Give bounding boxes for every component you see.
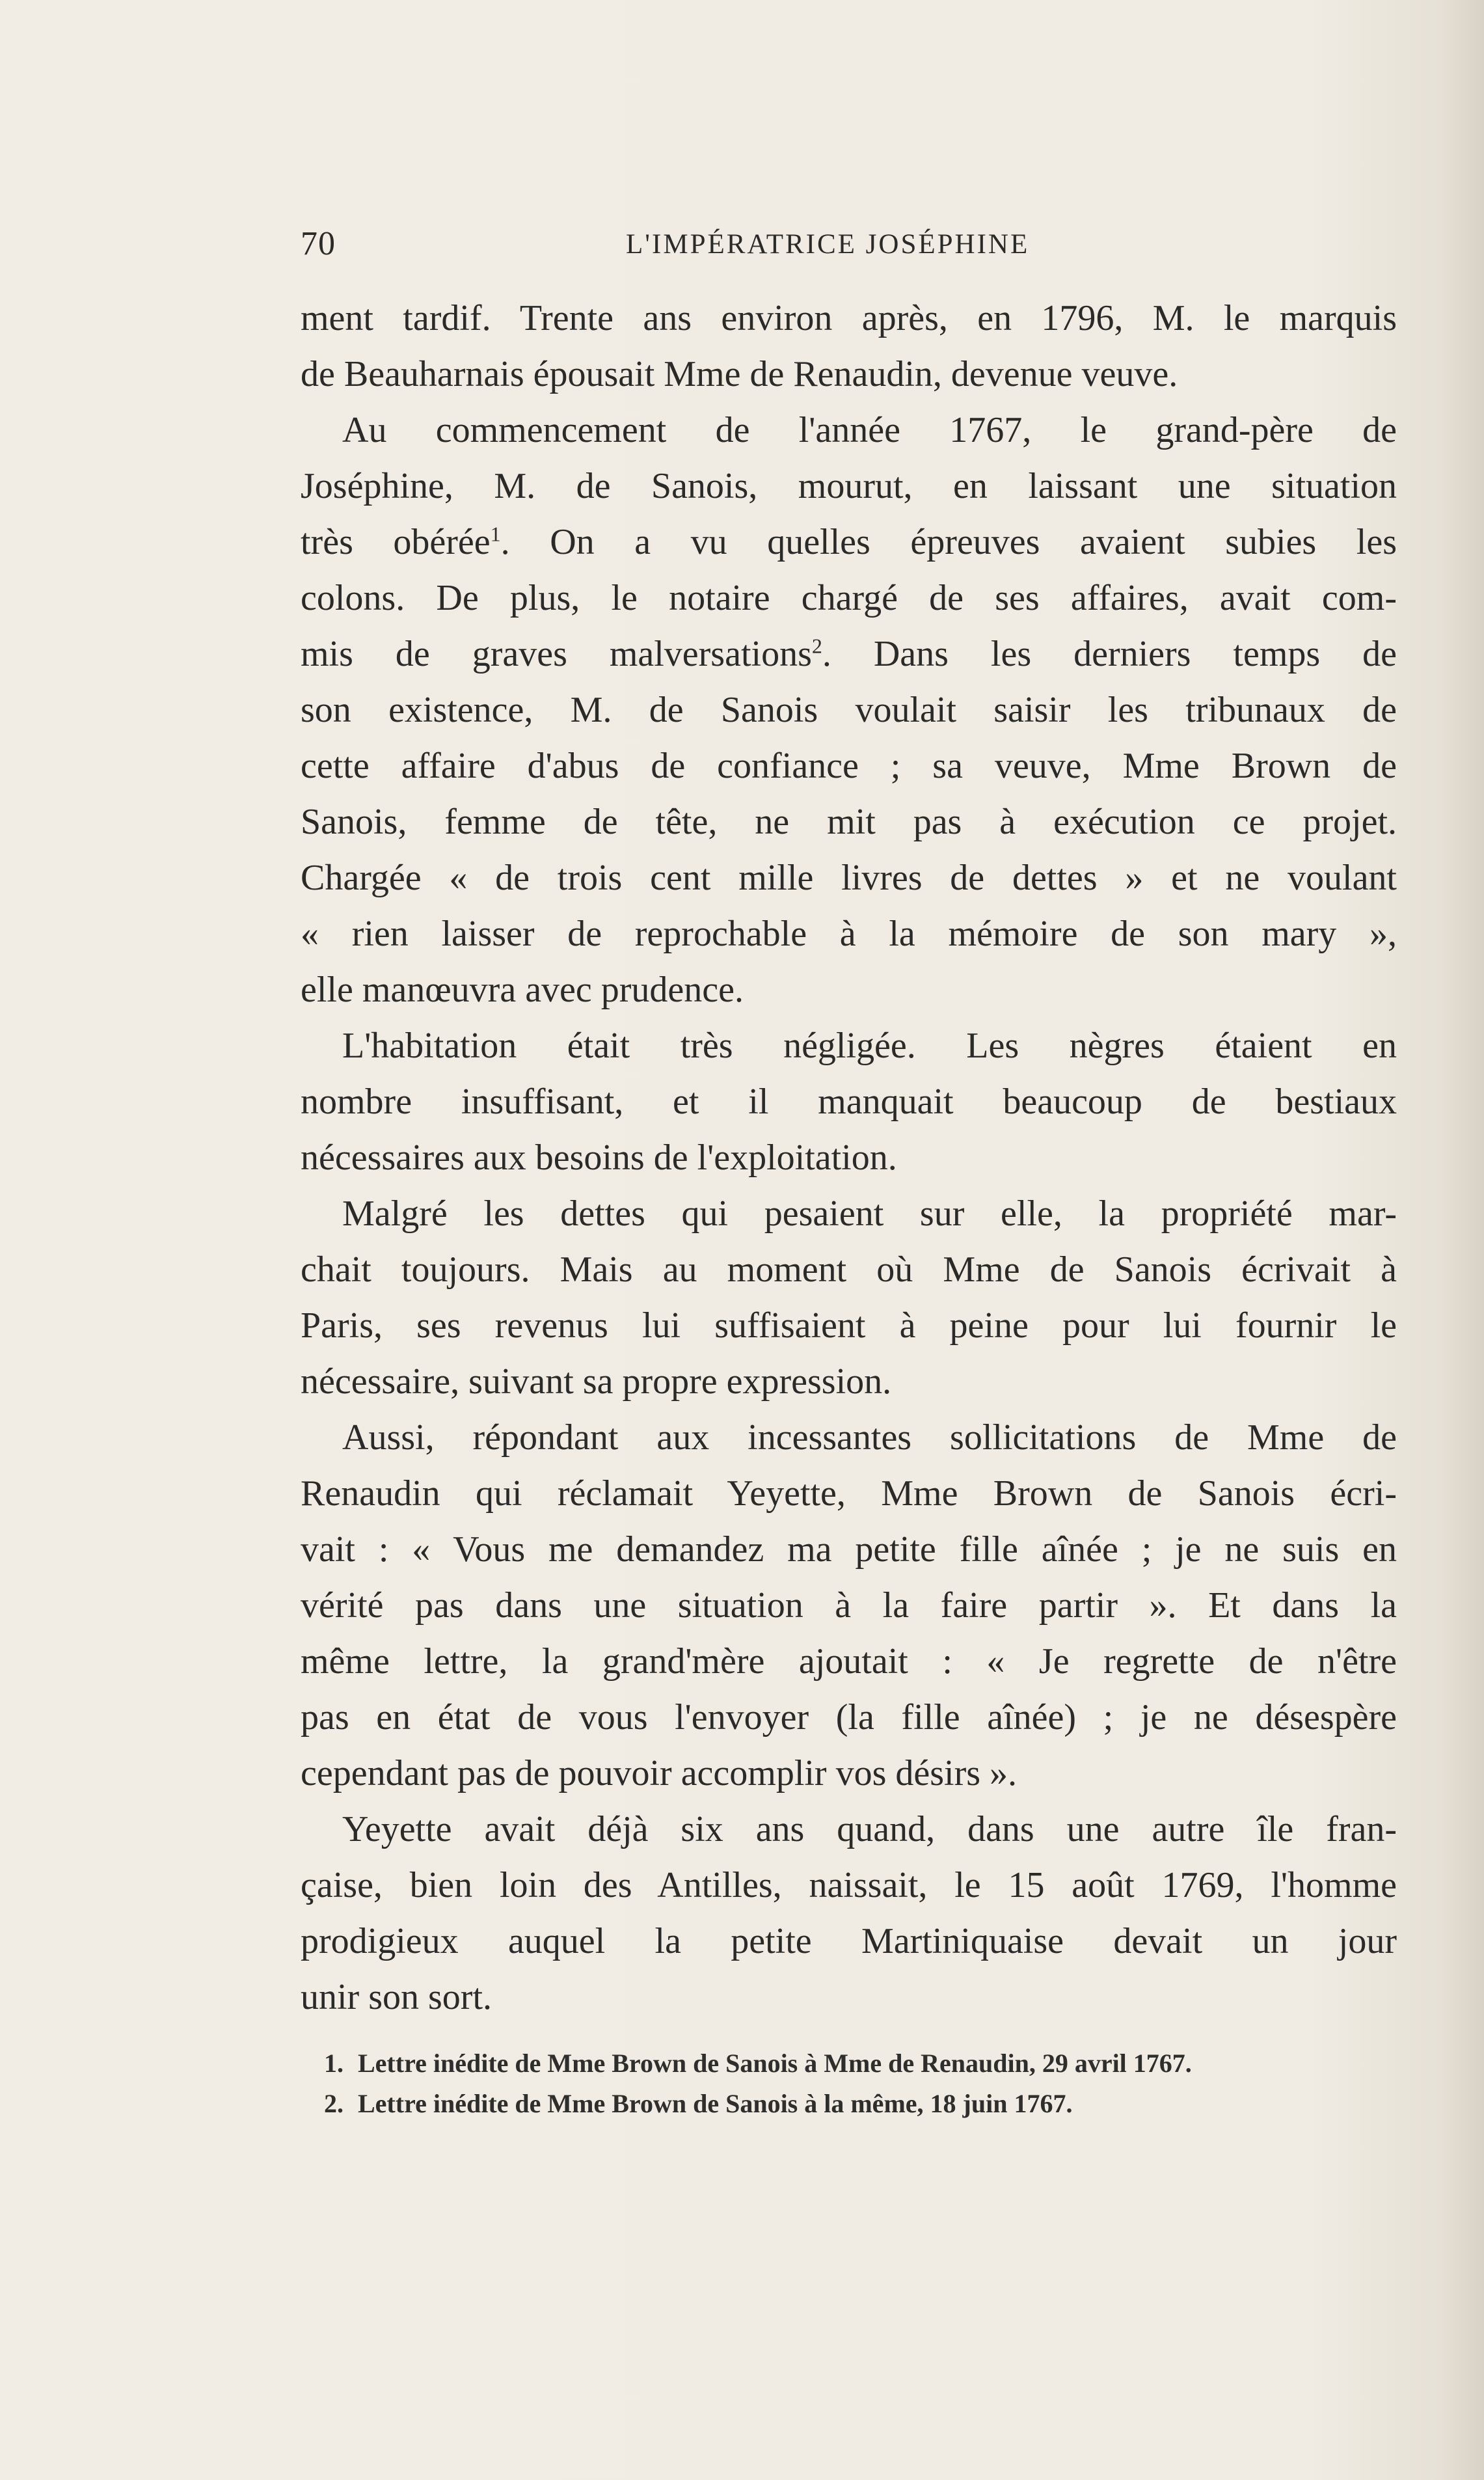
text-line: Joséphine, M. de Sanois, mourut, en laissant une situation	[301, 466, 1397, 506]
text-line: Renaudin qui réclamait Yeyette, Mme Brown de Sanois écri-	[301, 1473, 1397, 1514]
page-number: 70	[301, 225, 336, 262]
text-segment: très obérée	[301, 522, 491, 562]
footnote-1	[324, 2043, 1397, 2084]
text-line: çaise, bien loin des Antilles, naissait, le 15 août 1769, l'homme	[301, 1865, 1397, 1905]
text-line: unir son sort.	[301, 1977, 492, 2017]
text-line: nécessaires aux besoins de l'exploitation.	[301, 1138, 897, 1178]
text-line	[301, 514, 1397, 570]
text-line: Aussi, répondant aux incessantes sollicitations de Mme de	[342, 1417, 1397, 1458]
text-line: cependant pas de pouvoir accomplir vos désirs ».	[301, 1753, 1018, 1793]
text-line: colons. De plus, le notaire chargé de ses affaires, avait com-	[301, 578, 1397, 618]
footnote-number: 1.	[324, 2049, 344, 2078]
text-line: nécessaire, suivant sa propre expression.	[301, 1361, 892, 1402]
text-line: son existence, M. de Sanois voulait saisir les tribunaux de	[301, 690, 1397, 730]
text-line: « rien laisser de reprochable à la mémoire de son mary »,	[301, 914, 1397, 954]
text-line: même lettre, la grand'mère ajoutait : « Je regrette de n'être	[301, 1641, 1397, 1682]
text-line: vait : « Vous me demandez ma petite fille aînée ; je ne suis en	[301, 1529, 1397, 1570]
footnote-text: Lettre inédite de Mme Brown de Sanois à Mme de Renaudin, 29 avril 1767.	[358, 2049, 1192, 2078]
text-line: Malgré les dettes qui pesaient sur elle, la propriété mar-	[342, 1193, 1397, 1234]
text-line	[301, 626, 1397, 682]
text-line: de Beauharnais épousait Mme de Renaudin, devenue veuve.	[301, 354, 1178, 394]
text-line: cette affaire d'abus de confiance ; sa veuve, Mme Brown de	[301, 746, 1397, 786]
text-segment: . Dans les derniers temps de	[822, 634, 1397, 674]
text-line: nombre insuffisant, et il manquait beaucoup de bestiaux	[301, 1082, 1397, 1122]
text-line: Chargée « de trois cent mille livres de dettes » et ne voulant	[301, 858, 1397, 898]
body-text	[301, 290, 1397, 2025]
running-title: L'IMPÉRATRICE JOSÉPHINE	[626, 229, 1030, 260]
text-line: Paris, ses revenus lui suffisaient à peine pour lui fournir le	[301, 1305, 1397, 1346]
text-line: Yeyette avait déjà six ans quand, dans une autre île fran-	[342, 1809, 1397, 1849]
footnotes	[324, 2043, 1397, 2124]
text-line: prodigieux auquel la petite Martiniquaise devait un jour	[301, 1921, 1397, 1961]
text-line: L'habitation était très négligée. Les nègres étaient en	[342, 1026, 1397, 1066]
text-line: vérité pas dans une situation à la faire partir ». Et dans la	[301, 1585, 1397, 1626]
footnote-ref-1: 1	[490, 522, 501, 546]
footnote-text: Lettre inédite de Mme Brown de Sanois à la même, 18 juin 1767.	[358, 2089, 1073, 2118]
footnote-2	[324, 2084, 1397, 2124]
text-line: Au commencement de l'année 1767, le grand-père de	[342, 410, 1397, 450]
footnote-ref-2: 2	[811, 634, 822, 658]
page-header	[301, 225, 1397, 270]
text-segment: mis de graves malversations	[301, 634, 812, 674]
text-line: Sanois, femme de tête, ne mit pas à exécution ce projet.	[301, 802, 1397, 842]
text-line: ment tardif. Trente ans environ après, en 1796, M. le marquis	[301, 298, 1397, 338]
text-line: chait toujours. Mais au moment où Mme de Sanois écrivait à	[301, 1249, 1397, 1290]
text-line: elle manœuvra avec prudence.	[301, 970, 744, 1010]
text-segment: . On a vu quelles épreuves avaient subies les	[500, 522, 1397, 562]
text-line: pas en état de vous l'envoyer (la fille aînée) ; je ne désespère	[301, 1697, 1397, 1737]
footnote-number: 2.	[324, 2089, 344, 2118]
